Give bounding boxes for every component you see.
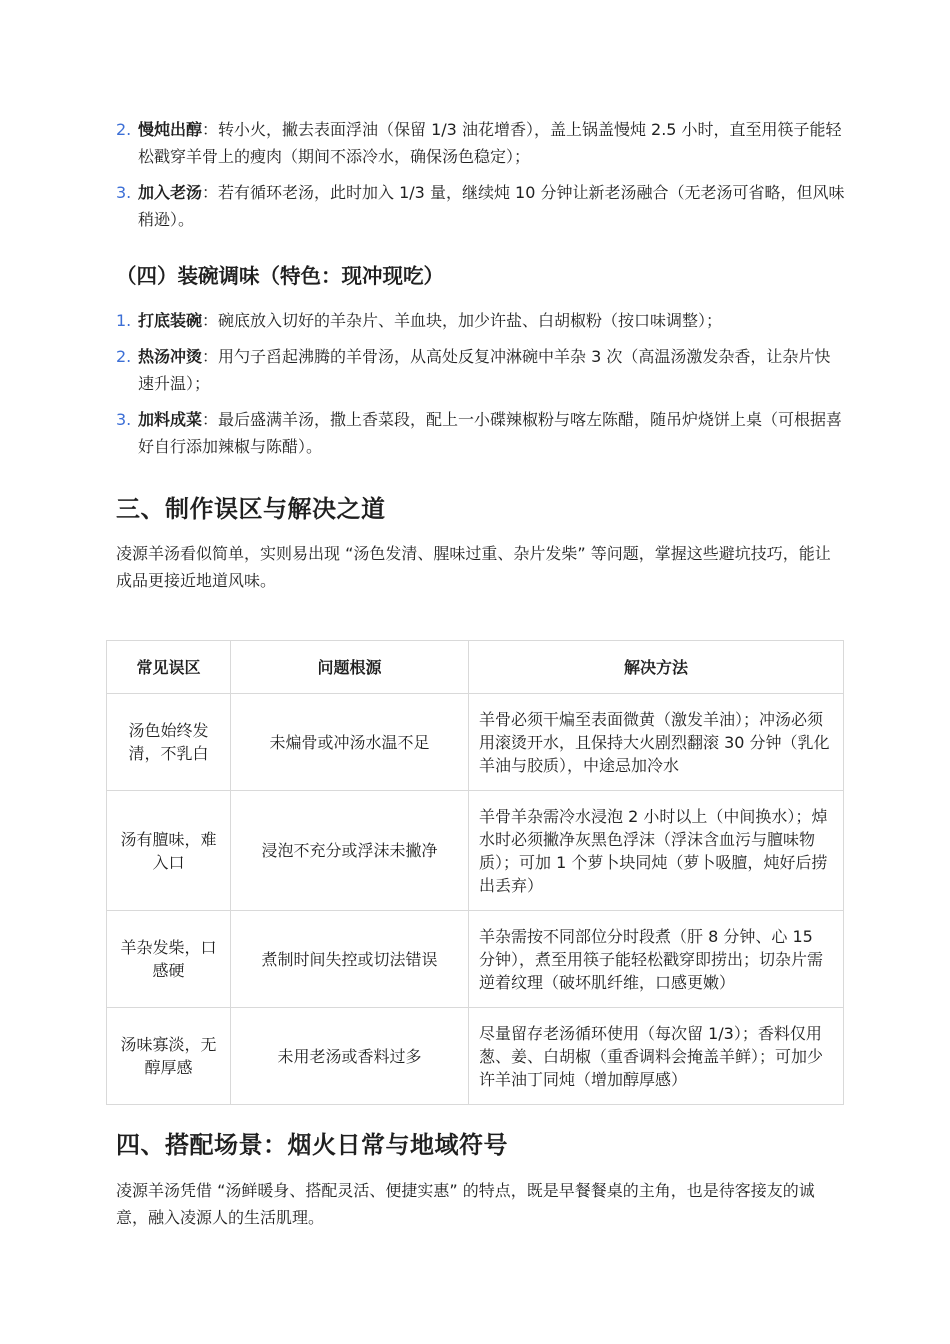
cause-cell: 未用老汤或香料过多	[231, 1008, 469, 1105]
fix-cell: 羊骨必须干煸至表面微黄（激发羊油）；冲汤必须用滚烫开水，且保持大火剧烈翻滚 30 分钟（乳化羊油与胶质），中途忌加冷水	[469, 694, 844, 791]
step-item-3	[116, 406, 846, 460]
mistake-cell: 汤色始终发清，不乳白	[107, 694, 231, 791]
step-item-1	[116, 307, 846, 334]
column-header: 解决方法	[469, 641, 844, 694]
table-row	[107, 911, 844, 1008]
section-intro-mistakes: 凌源羊汤看似简单，实则易出现 “汤色发清、腥味过重、杂片发柴” 等问题，掌握这些避坑技巧，能让成品更接近地道风味。	[116, 544, 831, 590]
table-row	[107, 791, 844, 911]
table-row	[107, 694, 844, 791]
section-heading-pairing: 四、搭配场景：烟火日常与地域符号	[116, 1131, 508, 1159]
step-number: 3.	[116, 183, 132, 202]
step-number: 3.	[116, 410, 132, 429]
section-heading-mistakes: 三、制作误区与解决之道	[116, 495, 386, 523]
cause-cell: 浸泡不充分或浮沫未撇净	[231, 791, 469, 911]
step-number: 2.	[116, 120, 132, 139]
column-header: 问题根源	[231, 641, 469, 694]
step-item-3	[116, 179, 846, 233]
step-item-2	[116, 116, 846, 170]
step-text: ：最后盛满羊汤，撒上香菜段，配上一小碟辣椒粉与喀左陈醋，随吊炉烧饼上桌（可根据喜好自行添加辣椒与陈醋）。	[138, 410, 843, 456]
step-text: ：用勺子舀起沸腾的羊骨汤，从高处反复冲淋碗中羊杂 3 次（高温汤激发杂香，让杂片快速升温）；	[138, 347, 831, 393]
step-title: 加入老汤	[138, 183, 203, 202]
fix-cell: 尽量留存老汤循环使用（每次留 1/3）；香料仅用葱、姜、白胡椒（重香调料会掩盖羊鲜）；可加少许羊油丁同炖（增加醇厚感）	[469, 1008, 844, 1105]
subsection-heading-plating: （四）装碗调味（特色：现冲现吃）	[116, 264, 444, 288]
table-row	[107, 1008, 844, 1105]
step-text: ：若有循环老汤，此时加入 1/3 量，继续炖 10 分钟让新老汤融合（无老汤可省略，但风味稍逊）。	[138, 183, 845, 229]
mistake-cell: 羊杂发柴，口感硬	[107, 911, 231, 1008]
slow-simmer-step-list	[116, 116, 846, 242]
step-title: 慢炖出醇	[138, 120, 203, 139]
cause-cell: 未煸骨或冲汤水温不足	[231, 694, 469, 791]
mistake-cell: 汤有膻味，难入口	[107, 791, 231, 911]
step-title: 热汤冲烫	[138, 347, 203, 366]
step-number: 2.	[116, 347, 132, 366]
step-text: ：碗底放入切好的羊杂片、羊血块，加少许盐、白胡椒粉（按口味调整）；	[202, 311, 723, 330]
plating-step-list	[116, 307, 846, 469]
step-title: 加料成菜	[138, 410, 203, 429]
fix-cell: 羊骨羊杂需冷水浸泡 2 小时以上（中间换水）；焯水时必须撇净灰黑色浮沫（浮沫含血污与膻味物质）；可加 1 个萝卜块同炖（萝卜吸膻，炖好后捞出丢弃）	[469, 791, 844, 911]
mistake-cell: 汤味寡淡，无醇厚感	[107, 1008, 231, 1105]
cause-cell: 煮制时间失控或切法错误	[231, 911, 469, 1008]
fix-cell: 羊杂需按不同部位分时段煮（肝 8 分钟、心 15 分钟），煮至用筷子能轻松戳穿即捞出；切杂片需逆着纹理（破坏肌纤维，口感更嫩）	[469, 911, 844, 1008]
step-title: 打底装碗	[138, 311, 203, 330]
table-header-row	[107, 641, 844, 694]
section-intro-pairing: 凌源羊汤凭借 “汤鲜暖身、搭配灵活、便捷实惠” 的特点，既是早餐餐桌的主角，也是待客接友的诚意，融入凌源人的生活肌理。	[116, 1181, 815, 1227]
column-header: 常见误区	[107, 641, 231, 694]
mistakes-table	[106, 640, 844, 1105]
step-item-2	[116, 343, 846, 397]
step-number: 1.	[116, 311, 132, 330]
step-text: ：转小火，撇去表面浮油（保留 1/3 油花增香），盖上锅盖慢炖 2.5 小时，直至用筷子能轻松戳穿羊骨上的瘦肉（期间不添冷水，确保汤色稳定）；	[138, 120, 842, 166]
